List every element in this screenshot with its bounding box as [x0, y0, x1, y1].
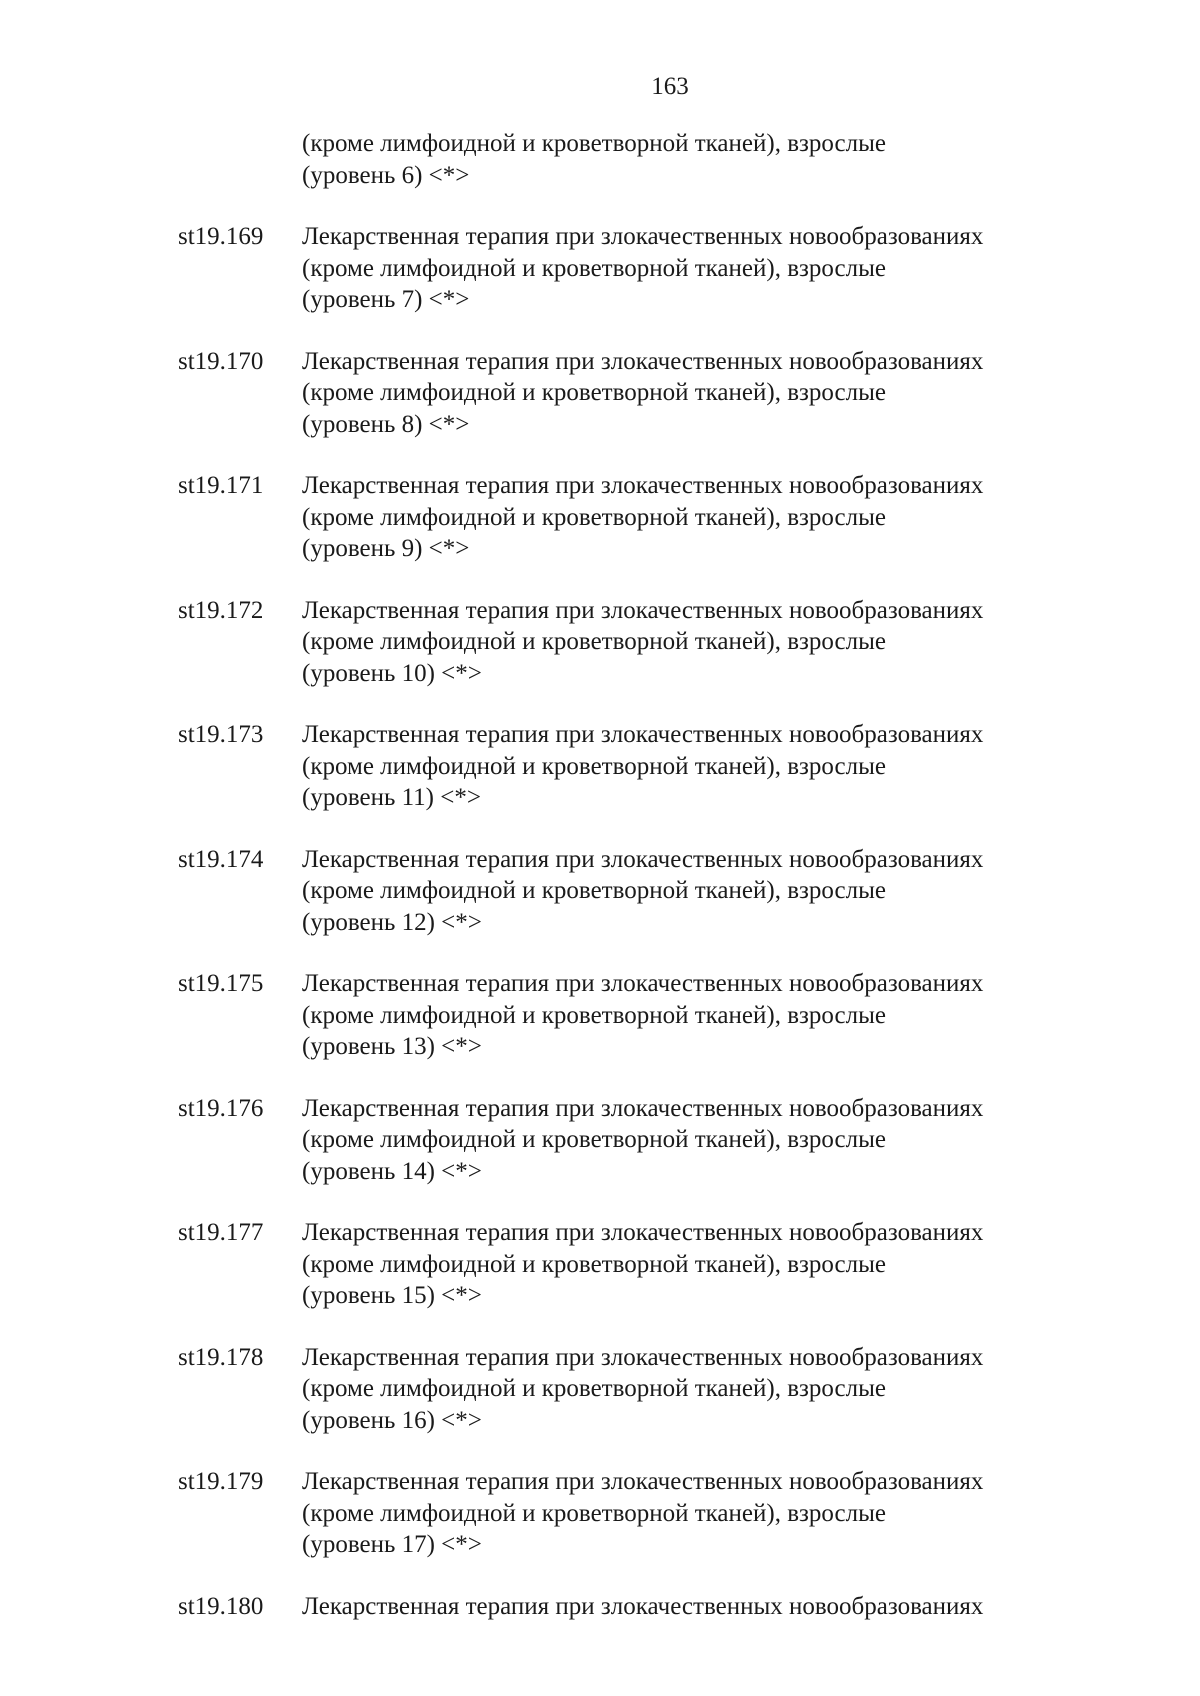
entry-code-empty — [178, 128, 302, 191]
description-line: (уровень 14) <*> — [302, 1157, 482, 1185]
entry-description — [302, 1466, 1138, 1561]
description-line: Лекарственная терапия при злокачественных новообразованиях — [302, 223, 984, 250]
description-line: (кроме лимфоидной и кроветворной тканей), взрослые — [302, 1126, 886, 1153]
description-line: Лекарственная терапия при злокачественных новообразованиях — [302, 472, 984, 499]
entry-code: st19.173 — [178, 721, 264, 748]
entry-st19-178 — [178, 1342, 1138, 1437]
description-line: Лекарственная терапия при злокачественных новообразованиях — [302, 1592, 984, 1620]
description-line: (кроме лимфоидной и кроветворной тканей), взрослые — [302, 254, 886, 282]
description-line: (кроме лимфоидной и кроветворной тканей), взрослые — [302, 1001, 886, 1029]
entry-description — [302, 595, 1138, 690]
entry-description — [302, 844, 1138, 939]
description-line: (кроме лимфоидной и кроветворной тканей), взрослые — [302, 1250, 886, 1278]
description-line: Лекарственная терапия при злокачественных новообразованиях — [302, 1094, 984, 1122]
description-line: Лекарственная терапия при злокачественных новообразованиях — [302, 970, 984, 997]
description-line: Лекарственная терапия при злокачественных новообразованиях — [302, 1468, 984, 1495]
description-line: Лекарственная терапия при злокачественных новообразованиях — [302, 721, 984, 748]
entry-code: st19.172 — [178, 596, 264, 624]
entry-code: st19.176 — [178, 1094, 264, 1122]
description-line: (кроме лимфоидной и кроветворной тканей), взрослые — [302, 1375, 886, 1402]
description-line: Лекарственная терапия при злокачественных новообразованиях — [302, 596, 984, 624]
entry-st19-175 — [178, 968, 1138, 1063]
description-line: (кроме лимфоидной и кроветворной тканей), взрослые — [302, 130, 886, 157]
entry-st19-172 — [178, 595, 1138, 690]
entry-code: st19.178 — [178, 1343, 264, 1371]
entry-code: st19.170 — [178, 347, 264, 375]
description-line: (уровень 8) <*> — [302, 410, 470, 438]
entry-code: st19.169 — [178, 223, 264, 250]
entry-st19-171 — [178, 470, 1138, 565]
page-number: 163 — [651, 73, 689, 100]
entry-list — [178, 128, 1138, 1652]
entry-description — [302, 1093, 1138, 1188]
entry-st19-169 — [178, 221, 1138, 316]
entry-st19-179 — [178, 1466, 1138, 1561]
entry-description — [302, 1217, 1138, 1312]
entry-code: st19.174 — [178, 845, 264, 873]
description-line: Лекарственная терапия при злокачественных новообразованиях — [302, 1219, 984, 1246]
description-line: (уровень 11) <*> — [302, 784, 481, 811]
entry-st19-176 — [178, 1093, 1138, 1188]
entry-description — [302, 221, 1138, 316]
description-line: (кроме лимфоидной и кроветворной тканей), взрослые — [302, 628, 886, 655]
description-line: (кроме лимфоидной и кроветворной тканей), взрослые — [302, 503, 886, 531]
description-line: Лекарственная терапия при злокачественных новообразованиях — [302, 845, 984, 873]
entry-st19-173 — [178, 719, 1138, 814]
entry-description — [302, 719, 1138, 814]
entry-description — [302, 968, 1138, 1063]
entry-code: st19.179 — [178, 1468, 264, 1495]
entry-st19-174 — [178, 844, 1138, 939]
description-line: (кроме лимфоидной и кроветворной тканей), взрослые — [302, 877, 886, 904]
description-line: (кроме лимфоидной и кроветворной тканей), взрослые — [302, 752, 886, 780]
description-line: (уровень 7) <*> — [302, 286, 470, 313]
entry-st19-170 — [178, 346, 1138, 441]
entry-continuation — [178, 128, 1138, 191]
description-line: (кроме лимфоидной и кроветворной тканей), взрослые — [302, 1499, 886, 1527]
entry-st19-177 — [178, 1217, 1138, 1312]
entry-description — [302, 1342, 1138, 1437]
entry-description — [302, 470, 1138, 565]
entry-code: st19.177 — [178, 1219, 264, 1246]
description-line: (уровень 10) <*> — [302, 659, 482, 687]
description-line: (уровень 12) <*> — [302, 908, 482, 936]
description-line: (уровень 17) <*> — [302, 1531, 482, 1558]
entry-description — [302, 1591, 1138, 1623]
description-line: (уровень 9) <*> — [302, 535, 470, 562]
description-line: Лекарственная терапия при злокачественных новообразованиях — [302, 1343, 984, 1371]
description-line: (уровень 16) <*> — [302, 1406, 482, 1434]
entry-description — [302, 346, 1138, 441]
entry-code: st19.180 — [178, 1592, 264, 1620]
description-line: (уровень 13) <*> — [302, 1033, 482, 1060]
description-line: (уровень 15) <*> — [302, 1282, 482, 1309]
description-line: Лекарственная терапия при злокачественных новообразованиях — [302, 347, 984, 375]
entry-code: st19.175 — [178, 970, 264, 997]
entry-description — [302, 128, 1138, 191]
entry-st19-180 — [178, 1591, 1138, 1623]
entry-code: st19.171 — [178, 472, 264, 499]
description-line: (кроме лимфоидной и кроветворной тканей), взрослые — [302, 379, 886, 406]
description-line: (уровень 6) <*> — [302, 161, 470, 189]
